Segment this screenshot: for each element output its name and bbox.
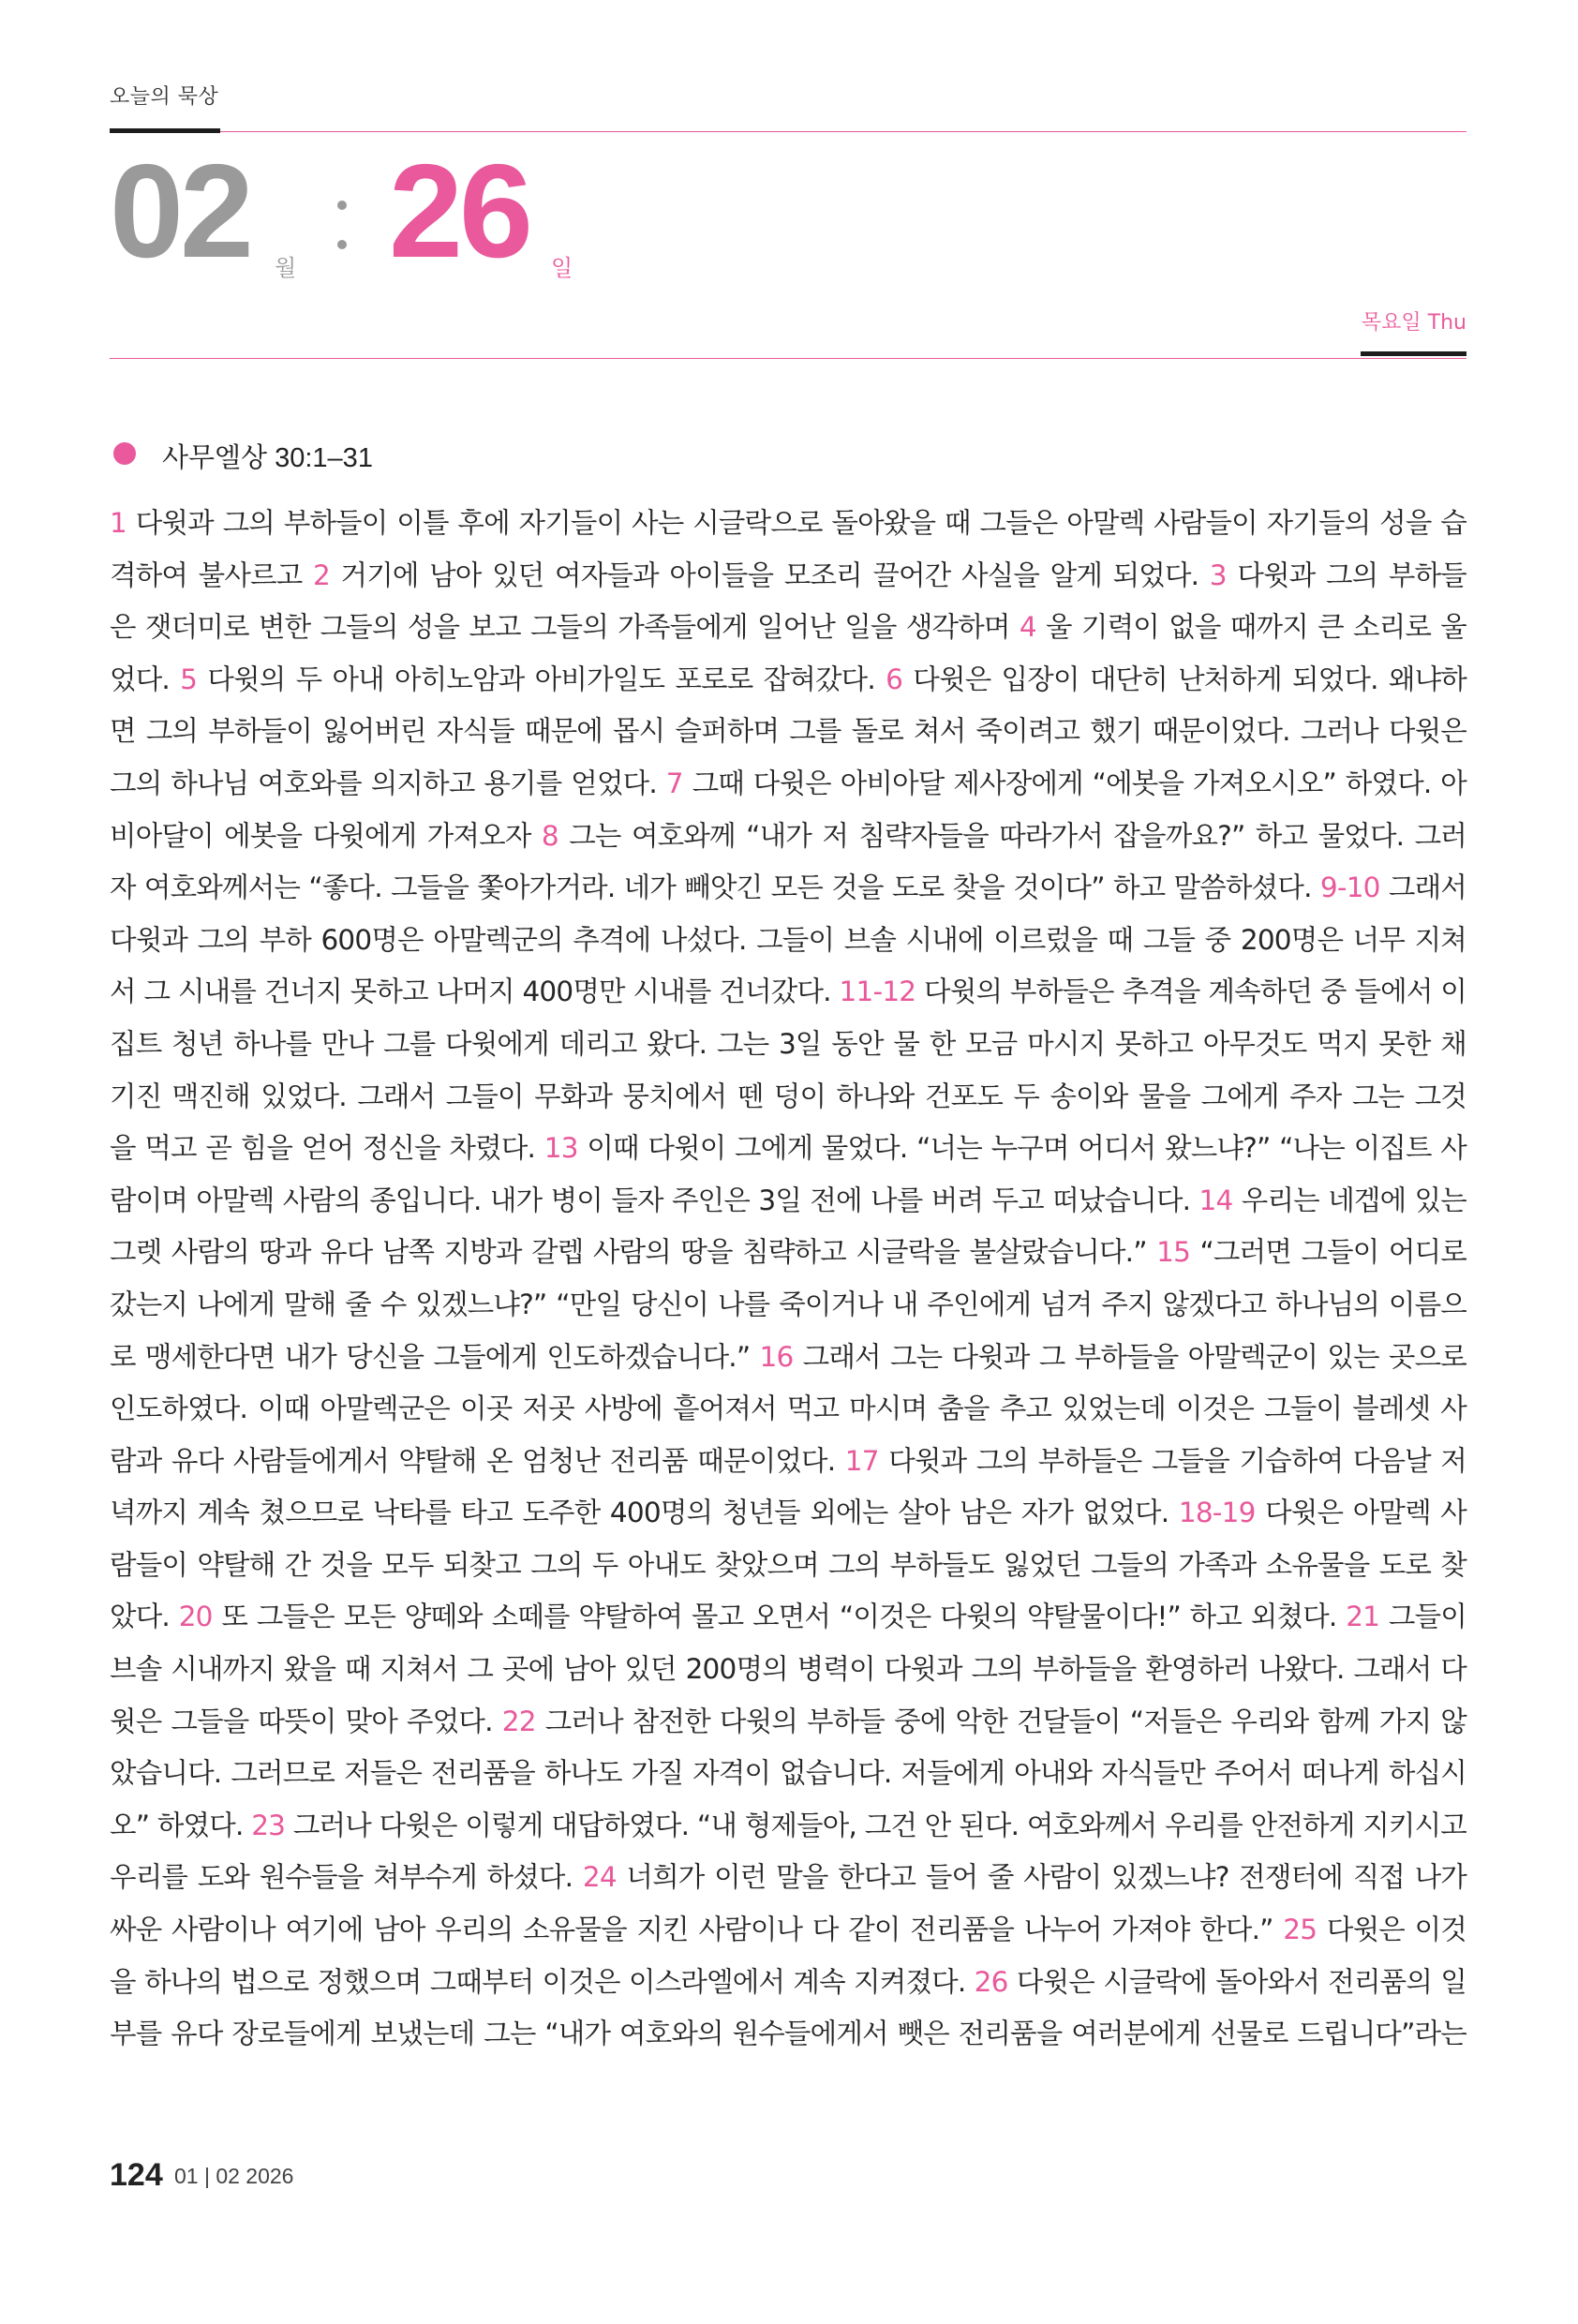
verse-text: 부를 유다 장로들에게 보냈는데 그는 “내가 여호와의 원수들에게서 뺏은 전리품을 여러분에게 선물로 드립니다”라는 — [110, 2018, 1466, 2050]
verse-text: 다윗은 이것 — [1317, 1914, 1467, 1946]
scripture-line — [110, 1748, 1466, 1800]
verse-text: 람들이 약탈해 간 것을 모두 되찾고 그의 두 아내도 찾았으며 그의 부하들도 잃었던 그들의 가족과 소유물을 도로 찾 — [110, 1548, 1466, 1581]
scripture-line — [110, 1540, 1466, 1592]
verse-text: 우리를 도와 원수들을 쳐부수게 하셨다. — [110, 1861, 583, 1894]
verse-text: 너희가 이런 말을 한다고 들어 줄 사람이 있겠느냐? 전쟁터에 직접 나가 — [616, 1861, 1466, 1894]
verse-text: 았습니다. 그러므로 저들은 전리품을 하나도 가질 자격이 없습니다. 저들에게 아내와 자식들만 주어서 떠나게 하십시 — [110, 1757, 1466, 1790]
verse-text: 다윗의 부하들은 추격을 계속하던 중 들에서 이 — [916, 976, 1466, 1008]
verse-text: 다윗과 그의 부하들은 그들을 기습하여 다음날 저 — [878, 1444, 1467, 1477]
verse-text: 그래서 그는 다윗과 그 부하들을 아말렉군이 있는 곳으로 — [793, 1340, 1466, 1373]
header-divider-accent — [110, 128, 220, 133]
scripture-line — [110, 1487, 1466, 1540]
month-unit: 월 — [275, 255, 297, 281]
scripture-line — [110, 1800, 1466, 1853]
verse-number: 22 — [501, 1705, 536, 1737]
verse-text: 다윗과 그의 부하들이 이틀 후에 자기들이 사는 시글락으로 돌아왔을 때 그들은 아말렉 사람들이 자기들의 성을 습 — [126, 507, 1466, 539]
verse-text: 또 그들은 모든 양떼와 소떼를 약탈하여 몰고 오면서 “이것은 다윗의 약탈물이다!” 하고 외쳤다. — [212, 1601, 1347, 1633]
verse-number: 1 — [110, 507, 127, 539]
verse-number: 5 — [180, 663, 198, 695]
verse-number: 24 — [582, 1861, 617, 1894]
scripture-line — [110, 1904, 1466, 1957]
verse-number: 20 — [178, 1601, 213, 1633]
issue-date: 01 | 02 2026 — [174, 2164, 294, 2188]
scripture-line — [110, 915, 1466, 967]
verse-text: 로 맹세한다면 내가 당신을 그들에게 인도하겠습니다.” — [110, 1340, 760, 1373]
scripture-line — [110, 966, 1466, 1019]
verse-text: 다윗과 그의 부하 600명은 아말렉군의 추격에 나섰다. 그들이 브솔 시내에 이르렀을 때 그들 중 200명은 너무 지쳐 — [110, 923, 1466, 956]
scripture-line — [110, 758, 1466, 811]
scripture-line — [110, 862, 1466, 915]
verse-number: 23 — [251, 1809, 286, 1841]
verse-text: 그러나 다윗은 이렇게 대답하였다. “내 형제들아, 그건 안 된다. 여호와께서 우리를 안전하게 지키시고 — [285, 1809, 1466, 1841]
scripture-line — [110, 498, 1466, 550]
verse-text: 울 기력이 없을 때까지 큰 소리로 울 — [1035, 611, 1466, 644]
weekday-label: 목요일 Thu — [1361, 311, 1466, 335]
scripture-line — [110, 1696, 1466, 1749]
scripture-line — [110, 1175, 1466, 1228]
scripture-line — [110, 1436, 1466, 1488]
verse-text: 람과 유다 사람들에게서 약탈해 온 엄청난 전리품 때문이었다. — [110, 1444, 845, 1477]
scripture-line — [110, 654, 1466, 707]
verse-number: 14 — [1198, 1184, 1233, 1216]
verse-number: 6 — [886, 663, 903, 695]
verse-number: 17 — [844, 1444, 879, 1477]
verse-text: 은 잿더미로 변한 그들의 성을 보고 그들의 가족들에게 일어난 일을 생각하며 — [110, 611, 1020, 644]
verse-text: 브솔 시내까지 왔을 때 지쳐서 그 곳에 남아 있던 200명의 병력이 다윗과 그의 부하들을 환영하러 나왔다. 그래서 다 — [110, 1653, 1466, 1686]
scripture-line — [110, 1019, 1466, 1071]
verse-text: 기진 맥진해 있었다. 그래서 그들이 무화과 뭉치에서 뗀 덩이 하나와 건포도 두 송이와 물을 그에게 주자 그는 그것 — [110, 1080, 1466, 1112]
verse-text: 그렛 사람의 땅과 유다 남쪽 지방과 갈렙 사람의 땅을 침략하고 시글락을 불살랐습니다.” — [110, 1236, 1157, 1269]
verse-text: 람이며 아말렉 사람의 종입니다. 내가 병이 들자 주인은 3일 전에 나를 버려 두고 떠났습니다. — [110, 1184, 1199, 1216]
scripture-line — [110, 1227, 1466, 1279]
verse-text: 다윗은 입장이 대단히 난처하게 되었다. 왜냐하 — [902, 663, 1466, 695]
day-unit: 일 — [551, 255, 573, 281]
verse-text: 다윗과 그의 부하들 — [1226, 559, 1467, 591]
verse-number: 3 — [1209, 559, 1227, 591]
verse-text: 았다. — [110, 1601, 179, 1633]
verse-text: “그러면 그들이 어디로 — [1190, 1236, 1466, 1269]
scripture-line — [110, 811, 1466, 863]
verse-text: 격하여 불사르고 — [110, 559, 313, 591]
verse-text: 윗은 그들을 따뜻이 맞아 주었다. — [110, 1705, 502, 1737]
section-label: 오늘의 묵상 — [110, 85, 219, 109]
verse-text: 거기에 남아 있던 여자들과 아이들을 모조리 끌어간 사실을 알게 되었다. — [329, 559, 1210, 591]
scripture-line — [110, 706, 1466, 758]
verse-number: 2 — [312, 559, 330, 591]
verse-text: 을 하나의 법으로 정했으며 그때부터 이것은 이스라엘에서 계속 지켜졌다. — [110, 1965, 975, 1998]
verse-number: 25 — [1283, 1914, 1317, 1946]
verse-text: 인도하였다. 이때 아말렉군은 이곳 저곳 사방에 흩어져서 먹고 마시며 춤을 추고 있었는데 이것은 그들이 블레셋 사 — [110, 1393, 1466, 1425]
day-number: 26 — [389, 137, 529, 286]
verse-text: 그들이 — [1379, 1601, 1466, 1633]
bullet-dot-icon — [113, 442, 136, 465]
verse-text: 집트 청년 하나를 만나 그를 다윗에게 데리고 왔다. 그는 3일 동안 물 한 모금 마시지 못하고 아무것도 먹지 못한 채 — [110, 1027, 1466, 1060]
verse-text: 오” 하였다. — [110, 1809, 252, 1841]
verse-number: 4 — [1019, 611, 1036, 644]
verse-text: 다윗의 두 아내 아히노암과 아비가일도 포로로 잡혀갔다. — [197, 663, 886, 695]
verse-text: 그의 하나님 여호와를 의지하고 용기를 얻었다. — [110, 767, 666, 799]
verse-text: 이때 다윗이 그에게 물었다. “너는 누구며 어디서 왔느냐?” “나는 이집트 사 — [577, 1132, 1466, 1165]
verse-number: 8 — [541, 819, 558, 852]
verse-text: 우리는 네겝에 있는 — [1232, 1184, 1466, 1216]
scripture-line — [110, 1383, 1466, 1436]
date-divider-accent — [1361, 351, 1466, 356]
scripture-line — [110, 1591, 1466, 1644]
verse-text: 면 그의 부하들이 잃어버린 자식들 때문에 몹시 슬퍼하며 그를 돌로 쳐서 죽이려고 했기 때문이었다. 그러나 다윗은 — [110, 715, 1466, 748]
month-number: 02 — [110, 137, 250, 286]
verse-number: 15 — [1156, 1236, 1191, 1269]
date-separator — [335, 201, 349, 261]
scripture-line — [110, 2008, 1466, 2061]
verse-number: 21 — [1346, 1601, 1380, 1633]
verse-text: 그때 다윗은 아비아달 제사장에게 “에봇을 가져오시오” 하였다. 아 — [682, 767, 1466, 799]
verse-text: 그래서 — [1379, 872, 1466, 904]
verse-text: 녁까지 계속 쳤으므로 낙타를 타고 도주한 400명의 청년들 외에는 살아 남은 자가 없었다. — [110, 1497, 1179, 1529]
verse-text: 었다. — [110, 663, 181, 695]
verse-number: 26 — [974, 1965, 1008, 1998]
scripture-line — [110, 1644, 1466, 1696]
verse-text: 싸운 사람이나 여기에 남아 우리의 소유물을 지킨 사람이나 다 같이 전리품을 나누어 가져야 한다.” — [110, 1914, 1284, 1946]
verse-text: 을 먹고 곧 힘을 얻어 정신을 차렸다. — [110, 1132, 544, 1165]
verse-number: 13 — [543, 1132, 578, 1165]
verse-text: 서 그 시내를 건너지 못하고 나머지 400명만 시내를 건너갔다. — [110, 976, 840, 1008]
verse-text: 그는 여호와께 “내가 저 침략자들을 따라가서 잡을까요?” 하고 물었다. 그러 — [558, 819, 1467, 852]
verse-number: 18-19 — [1178, 1497, 1256, 1529]
page-number: 124 — [110, 2157, 163, 2193]
scripture-line — [110, 1071, 1466, 1124]
scripture-reference: 사무엘상 30:1–31 — [162, 443, 373, 473]
scripture-line — [110, 1332, 1466, 1384]
verse-number: 16 — [759, 1340, 794, 1373]
scripture-line — [110, 1852, 1466, 1904]
scripture-line — [110, 1279, 1466, 1332]
verse-text: 갔는지 나에게 말해 줄 수 있겠느냐?” “만일 당신이 나를 죽이거나 내 주인에게 넘겨 주지 않겠다고 하나님의 이름으 — [110, 1288, 1466, 1320]
scripture-line — [110, 1957, 1466, 2009]
date-divider — [110, 358, 1466, 359]
verse-text: 비아달이 에봇을 다윗에게 가져오자 — [110, 819, 542, 852]
verse-text: 그러나 참전한 다윗의 부하들 중에 악한 건달들이 “저들은 우리와 함께 가지 않 — [535, 1705, 1466, 1737]
verse-text: 다윗은 아말렉 사 — [1255, 1497, 1466, 1529]
header-divider — [110, 131, 1466, 132]
verse-number: 9-10 — [1319, 872, 1380, 904]
scripture-line — [110, 1123, 1466, 1175]
scripture-line — [110, 550, 1466, 603]
scripture-text — [110, 498, 1466, 2061]
verse-text: 자 여호와께서는 “좋다. 그들을 쫓아가거라. 네가 빼앗긴 모든 것을 도로 찾을 것이다” 하고 말씀하셨다. — [110, 872, 1320, 904]
verse-text: 다윗은 시글락에 돌아와서 전리품의 일 — [1007, 1965, 1466, 1998]
scripture-line — [110, 602, 1466, 654]
verse-number: 7 — [665, 767, 683, 799]
verse-number: 11-12 — [839, 976, 916, 1008]
